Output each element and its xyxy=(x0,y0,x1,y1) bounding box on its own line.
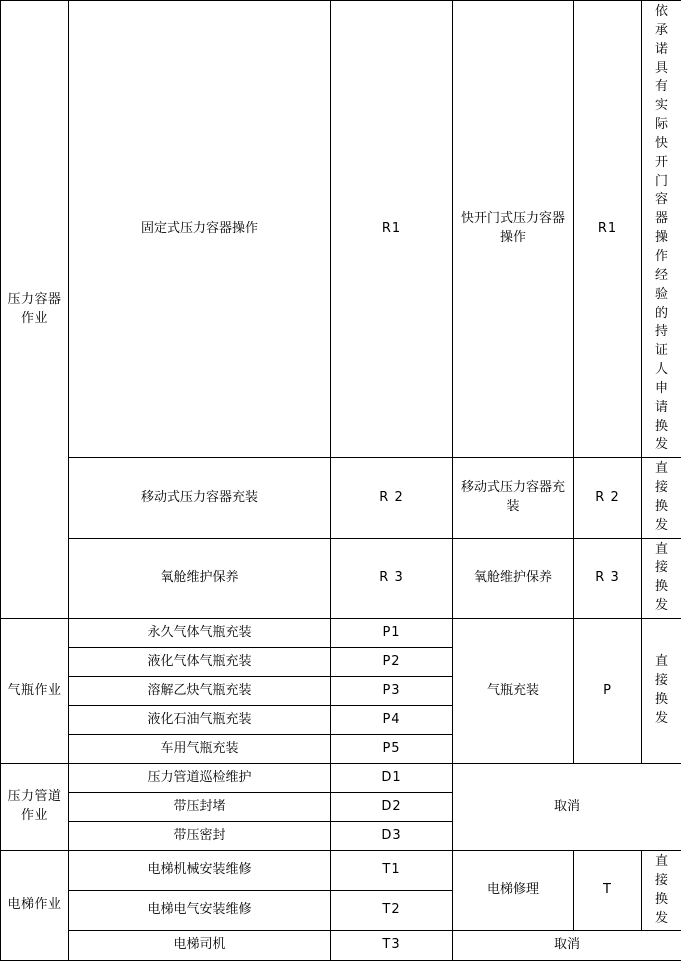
code-cell: T3 xyxy=(331,931,453,961)
note-cell xyxy=(642,851,681,931)
table-row xyxy=(1,931,681,961)
table-row xyxy=(1,851,681,891)
new-item-cell: 气瓶充装 xyxy=(453,619,574,764)
code-cell: T2 xyxy=(331,891,453,931)
item-cell: 压力管道巡检维护 xyxy=(69,764,331,793)
note-cell xyxy=(642,458,681,538)
table-row xyxy=(1,1,681,458)
code-cell: R1 xyxy=(331,1,453,458)
note-text: 直接换发 xyxy=(655,460,668,535)
note-text: 直接换发 xyxy=(655,853,668,928)
new-item-cell-cancelled: 取消 xyxy=(453,764,681,851)
code-cell: T1 xyxy=(331,851,453,891)
note-text: 依承诺具有实际快开门容器操作经验的持证人申请换发 xyxy=(655,3,668,455)
item-cell: 氧舱维护保养 xyxy=(69,538,331,618)
table-row xyxy=(1,619,681,648)
category-cell-pressure-pipeline: 压力管道作业 xyxy=(1,764,69,851)
item-cell: 车用气瓶充装 xyxy=(69,735,331,764)
code-cell: R 3 xyxy=(331,538,453,618)
new-code-cell: T xyxy=(574,851,642,931)
category-cell-pressure-vessel: 压力容器作业 xyxy=(1,1,69,619)
new-item-cell-cancelled: 取消 xyxy=(453,931,681,961)
new-item-cell: 快开门式压力容器操作 xyxy=(453,1,574,458)
note-text: 直接换发 xyxy=(655,541,668,616)
code-cell: P3 xyxy=(331,677,453,706)
item-cell: 溶解乙炔气瓶充装 xyxy=(69,677,331,706)
table-row xyxy=(1,538,681,618)
item-cell: 电梯司机 xyxy=(69,931,331,961)
code-cell: P5 xyxy=(331,735,453,764)
table-row xyxy=(1,764,681,793)
item-cell: 电梯机械安装维修 xyxy=(69,851,331,891)
code-cell: P2 xyxy=(331,648,453,677)
code-cell: D2 xyxy=(331,793,453,822)
category-cell-gas-cylinder: 气瓶作业 xyxy=(1,619,69,764)
note-cell xyxy=(642,1,681,458)
new-code-cell: R 3 xyxy=(574,538,642,618)
code-cell: D3 xyxy=(331,822,453,851)
new-code-cell: R1 xyxy=(574,1,642,458)
note-cell xyxy=(642,538,681,618)
item-cell: 液化气体气瓶充装 xyxy=(69,648,331,677)
new-item-cell: 电梯修理 xyxy=(453,851,574,931)
item-cell: 液化石油气瓶充装 xyxy=(69,706,331,735)
item-cell: 移动式压力容器充装 xyxy=(69,458,331,538)
new-item-cell: 氧舱维护保养 xyxy=(453,538,574,618)
item-cell: 电梯电气安装维修 xyxy=(69,891,331,931)
code-cell: P4 xyxy=(331,706,453,735)
item-cell: 带压密封 xyxy=(69,822,331,851)
code-cell: D1 xyxy=(331,764,453,793)
note-cell xyxy=(642,619,681,764)
table-row xyxy=(1,458,681,538)
code-cell: R 2 xyxy=(331,458,453,538)
item-cell: 永久气体气瓶充装 xyxy=(69,619,331,648)
item-cell: 带压封堵 xyxy=(69,793,331,822)
code-cell: P1 xyxy=(331,619,453,648)
new-item-cell: 移动式压力容器充装 xyxy=(453,458,574,538)
new-code-cell: P xyxy=(574,619,642,764)
category-cell-elevator: 电梯作业 xyxy=(1,851,69,961)
note-text: 直接换发 xyxy=(655,653,668,728)
item-cell: 固定式压力容器操作 xyxy=(69,1,331,458)
new-code-cell: R 2 xyxy=(574,458,642,538)
